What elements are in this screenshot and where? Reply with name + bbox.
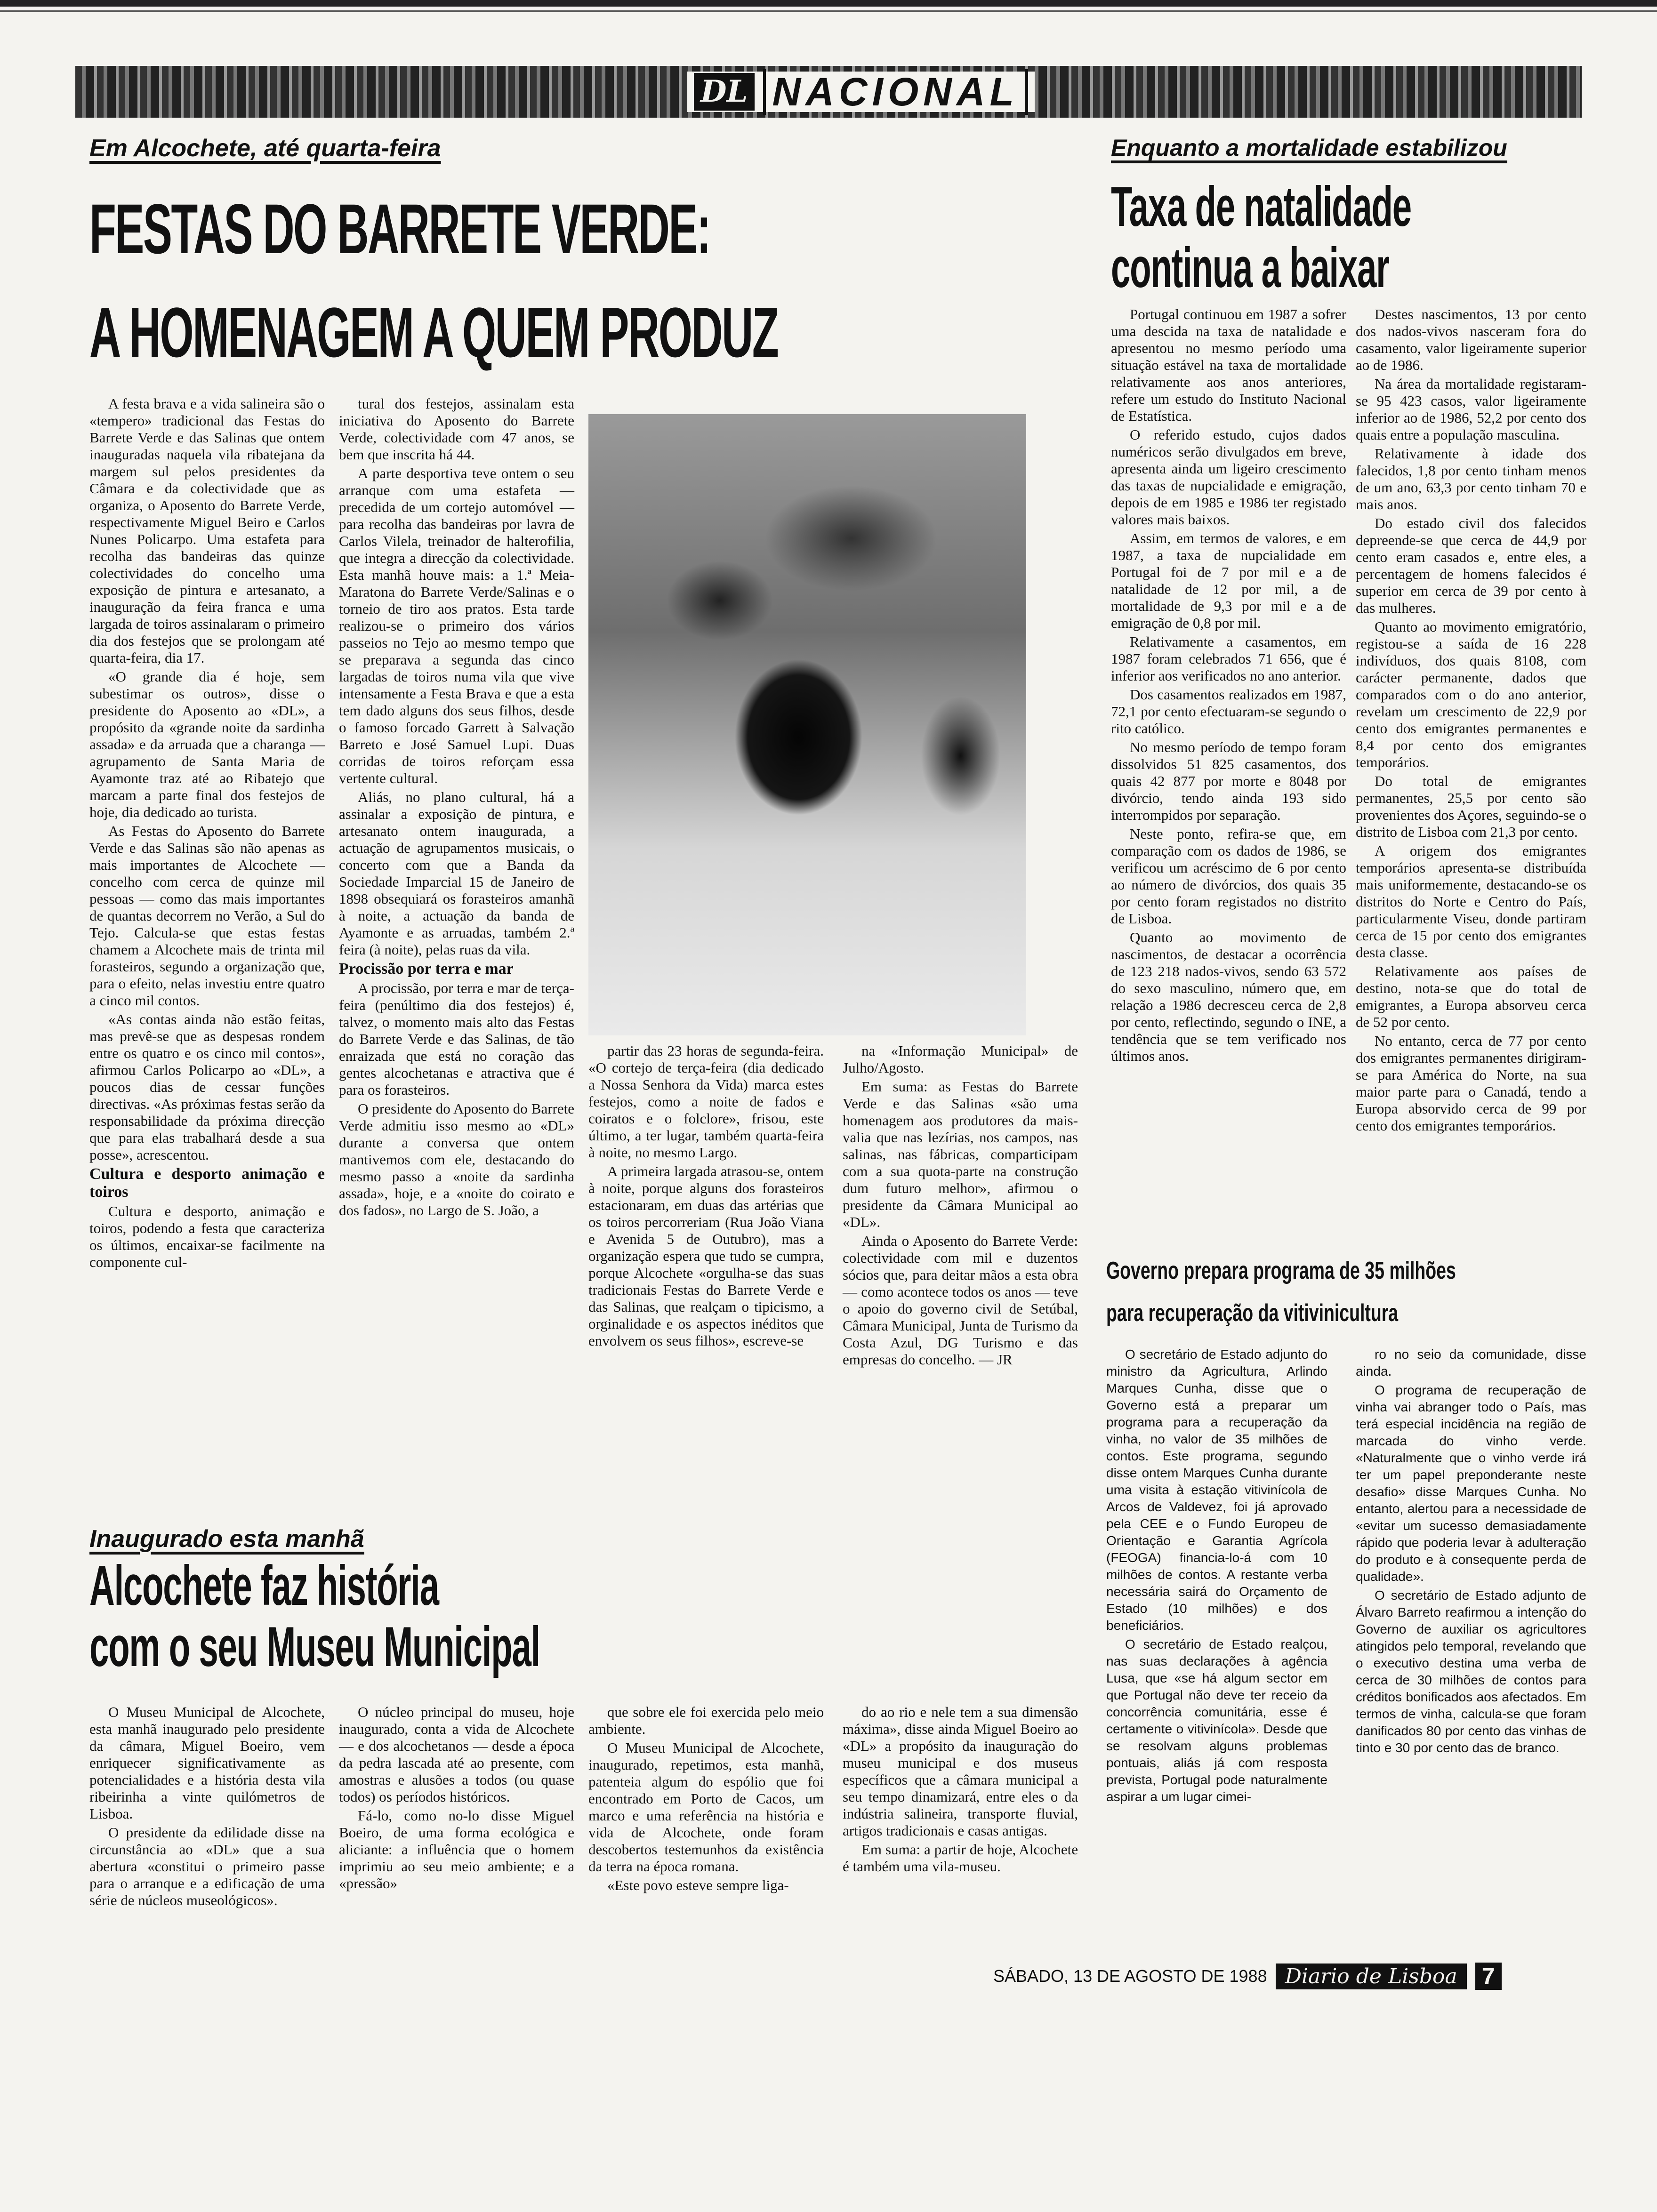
festas-column-3 <box>588 1042 824 1351</box>
section-title: NACIONAL <box>763 69 1028 115</box>
paragraph: Dos casamentos realizados em 1987, 72,1 por cento efectuaram-se segundo o rito católico. <box>1111 686 1346 737</box>
festas-headline-2: A HOMENAGEM A QUEM PRODUZ <box>89 293 778 372</box>
museu-column-1 <box>89 1704 325 1911</box>
museu-kicker: Inaugurado esta manhã <box>89 1525 364 1553</box>
page-number: 7 <box>1475 1963 1502 1990</box>
paragraph: do ao rio e nele tem a sua dimensão máxima», disse ainda Miguel Boeiro ao «DL» a propósito da inauguração do museu municipal e dos museus específicos que a câmara municipal a seu tempo dinamizará, entre eles o da indústria salineira, transporte fluvial, artigos tradicionais e casas antigas. <box>843 1704 1078 1839</box>
paragraph: Em suma: as Festas do Barrete Verde e das Salinas «são uma homenagem aos produtores da mais-valia que nas lezírias, nos campos, nas salinas, nas fábricas, comparticipam com a sua quota-parte na construção dum futuro melhor», afirmou o presidente da Câmara Municipal ao «DL». <box>843 1078 1078 1230</box>
paragraph: Portugal continuou em 1987 a sofrer uma descida na taxa de natalidade e apresentou no mesmo período uma situação estável na taxa de mortalidade relativamente aos anos anteriores, refere um estudo do Instituto Nacional de Estatística. <box>1111 306 1346 424</box>
paragraph: O presidente do Aposento do Barrete Verde admitiu isso mesmo ao «DL» durante a conversa que ontem mantivemos com ele, destacando do mesmo passo a «noite da sardinha assada», hoje, e a «noite do coirato e dos fados», no Largo de S. João, a <box>339 1100 574 1218</box>
paragraph: «As contas ainda não estão feitas, mas prevê-se que as despesas rondem entre os quatro e os cinco mil contos», afirmou Carlos Policarpo ao «DL», a poucos dias de cessar funções directivas. «As próximas festas serão da responsabilidade da próxima direcção que para elas trabalhará desde a sua posse», acrescentou. <box>89 1011 325 1163</box>
paragraph: Do total de emigrantes permanentes, 25,5 por cento são provenientes dos Açores, seguindo-se o distrito de Lisboa com 21,3 por cento. <box>1356 773 1586 840</box>
festas-column-2 <box>339 395 574 1221</box>
paragraph: Assim, em termos de valores, e em 1987, a taxa de nupcialidade em Portugal foi de 7 por mil e a de natalidade de 12 por mil, a de mortalidade de 9,3 por mil e a de emigração de 0,8 por mil. <box>1111 530 1346 631</box>
paragraph: Relativamente aos países de destino, nota-se que do total de emigrantes, a Europa absorveu cerca de 52 por cento. <box>1356 963 1586 1030</box>
bull-festival-photo <box>588 414 1026 1035</box>
paragraph: No mesmo período de tempo foram dissolvidos 51 825 casamentos, dos quais 42 877 por morte e 8048 por divórcio, tendo ainda 193 sido interrompidos por separação. <box>1111 739 1346 823</box>
paragraph: «O grande dia é hoje, sem subestimar os outros», disse o presidente do Aposento ao «DL», a propósito da «grande noite da sardinha assada» e da arruada que a charanga — agrupamento de Santa Maria de Ayamonte traz até ao Ribatejo que marcam a parte final dos festejos de hoje, dia dedicado ao turista. <box>89 668 325 820</box>
paragraph: Na área da mortalidade registaram-se 95 423 casos, valor ligeiramente inferior ao de 1986, 52,2 por cento dos quais entre a população masculina. <box>1356 376 1586 443</box>
footer-date: SÁBADO, 13 DE AGOSTO DE 1988 <box>993 1966 1267 1986</box>
museu-column-2 <box>339 1704 574 1894</box>
paragraph: O Museu Municipal de Alcochete, esta manhã inaugurado pelo presidente da câmara, Miguel Boeiro, vem enriquecer significativamente as potencialidades e a história desta vila ribeirinha a vinte quilómetros de Lisboa. <box>89 1704 325 1822</box>
paragraph: O programa de recuperação de vinha vai abranger todo o País, mas terá especial incidência na região de marcada do vinho verde. «Naturalmente que o vinho verde irá ter um papel preponderante neste desafio» disse Marques Cunha. No entanto, alertou para a necessidade de «evitar um sucesso demasiadamente rápido que poderia levar à adulteração do produto e à consequente perda de qualidade». <box>1356 1383 1586 1584</box>
dl-logo: DL <box>694 73 755 111</box>
paragraph: A festa brava e a vida salineira são o «tempero» tradicional das Festas do Barrete Verde e das Salinas que ontem inauguradas naquela vila ribatejana da margem sul pelos presidentes da Câmara e da colectividade que as organiza, o Aposento do Barrete Verde, respectivamente Miguel Beiro e Carlos Nunes Policarpo. Uma estafeta para recolha das bandeiras das quinze colectividades do concelho uma exposição de pintura e artesanato, a inauguração da feira franca e uma largada de toiros assinalaram o primeiro dia dos festejos que se prolongam até quarta-feira, dia 17. <box>89 395 325 666</box>
paragraph: A origem dos emigrantes temporários apresenta-se distribuída mais uniformemente, destacando-se os distritos do Norte e Centro do País, particularmente Viseu, donde partiram cerca de 15 por cento dos emigrantes desta classe. <box>1356 842 1586 961</box>
festas-headline-1: FESTAS DO BARRETE VERDE: <box>89 189 710 268</box>
vinho-headline-1: Governo prepara programa de 35 milhões <box>1106 1257 1456 1284</box>
museu-headline-1: Alcochete faz história <box>89 1554 439 1617</box>
subhead: Procissão por terra e mar <box>339 960 514 978</box>
top-rule-thin <box>0 10 1657 12</box>
paragraph: Fá-lo, como no-lo disse Miguel Boeiro, de uma forma ecológica e aliciante: a influência que o homem imprimiu ao seu meio ambiente; e a «pressão» <box>339 1807 574 1891</box>
museu-headline-2: com o seu Museu Municipal <box>89 1615 540 1678</box>
paragraph: Do estado civil dos falecidos depreende-se que cerca de 44,9 por cento eram casados e, entre eles, a percentagem de homens falecidos é superior em cerca de 39 por cento à das mulheres. <box>1356 515 1586 616</box>
paragraph: Quanto ao movimento emigratório, registou-se a saída de 16 228 indivíduos, dos quais 8108, com carácter permanente, dados que comparados com o do ano anterior, revelam um crescimento de 22,9 por cento dos emigrantes permanentes e 8,4 por cento dos emigrantes temporários. <box>1356 618 1586 770</box>
paragraph: Aliás, no plano cultural, há a assinalar a exposição de pintura, e artesanato ontem inaugurada, a actuação de agrupamentos musicais, o concerto com que a Banda da Sociedade Imparcial 15 de Janeiro de 1898 obsequiará os forasteiros amanhã à noite, a actuação da banda de Ayamonte e as arruadas, também 2.ª feira (à noite), pelas ruas da vila. <box>339 789 574 958</box>
paragraph: O secretário de Estado realçou, nas suas declarações à agência Lusa, que «se há algum sector em que Portugal não deve ter receio da concorrência comunitária, esse é certamente o vitivinícola». Desde que se resolvam alguns problemas pontuais, aliás já com resposta prevista, Portugal pode naturalmente aspirar a um lugar cimei- <box>1106 1637 1327 1804</box>
natalidade-kicker: Enquanto a mortalidade estabilizou <box>1111 135 1507 161</box>
natalidade-headline-1: Taxa de natalidade <box>1111 175 1411 238</box>
paragraph: O secretário de Estado adjunto de Álvaro Barreto reafirmou a intenção do Governo de auxiliar os agricultores atingidos pelo temporal, revelando que o executivo destina uma verba de cerca de 30 milhões de contos para créditos bonificados aos afectados. Em termos de vinha, calcula-se que foram danificados 80 por cento das vinhas de tinto e 30 por cento das de branco. <box>1356 1588 1586 1755</box>
vinho-column-2 <box>1356 1346 1586 1758</box>
festas-column-1 <box>89 395 325 1273</box>
museu-column-4 <box>843 1704 1078 1877</box>
subhead: Cultura e desporto animação e toiros <box>89 1165 325 1201</box>
paragraph: partir das 23 horas de segunda-feira. «O cortejo de terça-feira (dia dedicado a Nossa Senhora da Vida) marca estes festejos, como a noite de fados e coiratos e o folclore», frisou, este último, a ter lugar, também quarta-feira à noite, no mesmo Largo. <box>588 1042 824 1161</box>
footer-paper-logo: Diario de Lisboa <box>1276 1964 1467 1989</box>
paragraph: A primeira largada atrasou-se, ontem à noite, porque alguns dos forasteiros estacionaram, em duas das artérias que os toiros percorreriam (Rua João Viana e Avenida 5 de Outubro), mas a organização espera que tudo se cumpra, porque Alcochete «orgulha-se das suas tradicionais Festas do Barrete Verde e das Salinas, que realçam o tipicismo, a orginalidade e os aspectos inéditos que envolvem os seus filhos», escreve-se <box>588 1163 824 1349</box>
natalidade-column-1 <box>1111 306 1346 1066</box>
paragraph: A procissão, por terra e mar de terça-feira (penúltimo dia dos festejos) é, talvez, o momento mais alto das Festas do Barrete Verde e das Salinas, de tão enraizada que está no coração das gentes alcochetanas e atractiva que é para os forasteiros. <box>339 980 574 1098</box>
paragraph: «Este povo esteve sempre liga- <box>607 1877 789 1893</box>
paragraph: Destes nascimentos, 13 por cento dos nados-vivos nasceram fora do casamento, valor ligeiramente superior ao de 1986. <box>1356 306 1586 373</box>
paragraph: que sobre ele foi exercida pelo meio ambiente. <box>588 1704 824 1737</box>
paragraph: Quanto ao movimento de nascimentos, de destacar a ocorrência de 123 218 nados-vivos, sendo 63 572 do sexo masculino, número que, em relação a 1986 decresceu cerca de 2,8 por cento, reflectindo, segundo o INE, a tendência que se tem verificado nos últimos anos. <box>1111 929 1346 1064</box>
top-rule <box>0 0 1657 7</box>
paragraph: No entanto, cerca de 77 por cento dos emigrantes permanentes dirigiram-se para América do Norte, na sua maior parte para o Canadá, tendo a Europa absorvido cerca de 99 por cento dos emigrantes temporários. <box>1356 1033 1586 1134</box>
paragraph: O presidente da edilidade disse na circunstância ao «DL» que a sua abertura «constitui o primeiro passe para o arranque e a edificação de uma série de núcleos museológicos». <box>89 1824 325 1908</box>
paragraph: tural dos festejos, assinalam esta iniciativa do Aposento do Barrete Verde, colectividade com 47 anos, se bem que inscrita há 44. <box>339 395 574 463</box>
paragraph: ro no seio da comunidade, disse ainda. <box>1356 1347 1586 1378</box>
paragraph: Neste ponto, refira-se que, em comparação com os dados de 1986, se verificou um acréscimo de 6 por cento ao número de divórcios, dos quais 35 por cento foram registados no distrito de Lisboa. <box>1111 825 1346 927</box>
paragraph: Relativamente a casamentos, em 1987 foram celebrados 71 656, que é inferior aos verificados no ano anterior. <box>1111 633 1346 684</box>
paragraph: A parte desportiva teve ontem o seu arranque com uma estafeta — precedida de um cortejo automóvel — para recolha das bandeiras por lavra de Carlos Vilela, treinador de halterofilia, que integra a direcção da colectividade. Esta manhã houve mais: a 1.ª Meia-Maratona do Barrete Verde/Salinas e o torneio de tiro aos pratos. Esta tarde realizou-se o primeiro dos vários passeios no Tejo ao mesmo tempo que se preparava a segunda das cinco largadas de toiros numa vila que vive intensamente a Festa Brava e que a esta tem dado alguns dos seus filhos, desde o famoso forcado Garrett à Salvação Barreto e José Samuel Lupi. Duas corridas de toiros reforçam essa vertente cultural. <box>339 465 574 786</box>
paragraph: na «Informação Municipal» de Julho/Agosto. <box>843 1042 1078 1076</box>
natalidade-headline-2: continua a baixar <box>1111 236 1389 299</box>
paragraph: Cultura e desporto, animação e toiros, podendo a festa que caracteriza os últimos, encaixar-se facilmente na componente cul- <box>89 1203 325 1270</box>
paragraph: Relativamente à idade dos falecidos, 1,8 por cento tinham menos de um ano, 63,3 por cento tinham 70 e mais anos. <box>1356 445 1586 513</box>
banner-label-box <box>687 69 1035 114</box>
museu-column-3 <box>588 1704 824 1896</box>
festas-column-4 <box>843 1042 1078 1370</box>
paragraph: O núcleo principal do museu, hoje inaugurado, conta a vida de Alcochete — e dos alcochetanos — desde a época da pedra lascada até ao presente, com amostras e alusões a todos (ou quase todos) os períodos históricos. <box>339 1704 574 1805</box>
paragraph: Em suma: a partir de hoje, Alcochete é também uma vila-museu. <box>843 1841 1078 1875</box>
festas-kicker: Em Alcochete, até quarta-feira <box>89 135 441 162</box>
paragraph: As Festas do Aposento do Barrete Verde e das Salinas são não apenas as mais importantes de Alcochete — concelho com cerca de quinze mil pessoas — como das mais importantes de quantas decorrem no Verão, a Sul do Tejo. Calcula-se que estas festas chamem a Alcochete mais de trinta mil forasteiros, segundo a organização que, para o efeito, nelas investiu entre quatro a cinco mil contos. <box>89 823 325 1009</box>
section-banner <box>75 66 1582 118</box>
natalidade-column-2 <box>1356 306 1586 1136</box>
page-footer <box>993 1963 1502 1990</box>
paragraph: O Museu Municipal de Alcochete, inaugurado, repetimos, esta manhã, patenteia algum do espólio que foi encontrado em Porto de Cacos, um marco e uma referência na história e vida de Alcochete, onde foram descobertos testemunhos da existência da terra na época romana. <box>588 1739 824 1875</box>
vinho-headline-2: para recuperação da vitivinicultura <box>1106 1299 1399 1327</box>
paragraph: Ainda o Aposento do Barrete Verde: colectividade com mil e duzentos sócios que, para deitar mãos a esta obra — como acontece todos os anos — teve o apoio do governo civil de Setúbal, Câmara Municipal, Junta de Turismo da Costa Azul, DG Turismo e das empresas do concelho. — JR <box>843 1233 1078 1368</box>
paragraph: O secretário de Estado adjunto do ministro da Agricultura, Arlindo Marques Cunha, disse que o Governo está a preparar um programa para a recuperação da vinha, no valor de 35 milhões de contos. Este programa, segundo disse ontem Marques Cunha durante uma visita à estação vitivinícola de Arcos de Valdevez, foi já aprovado pela CEE e o Fundo Europeu de Orientação e Garantia Agrícola (FEOGA) financia-lo-á com 10 milhões de contos. A restante verba necessária sairá do Orçamento de Estado (10 milhões) e dos beneficiários. <box>1106 1347 1327 1633</box>
vinho-column-1 <box>1106 1346 1327 1807</box>
paragraph: O referido estudo, cujos dados numéricos serão divulgados em breve, apresenta ainda um ligeiro crescimento das taxas de nupcialidade e emigração, depois de em 1985 e 1986 ter registado valores mais baixos. <box>1111 426 1346 528</box>
